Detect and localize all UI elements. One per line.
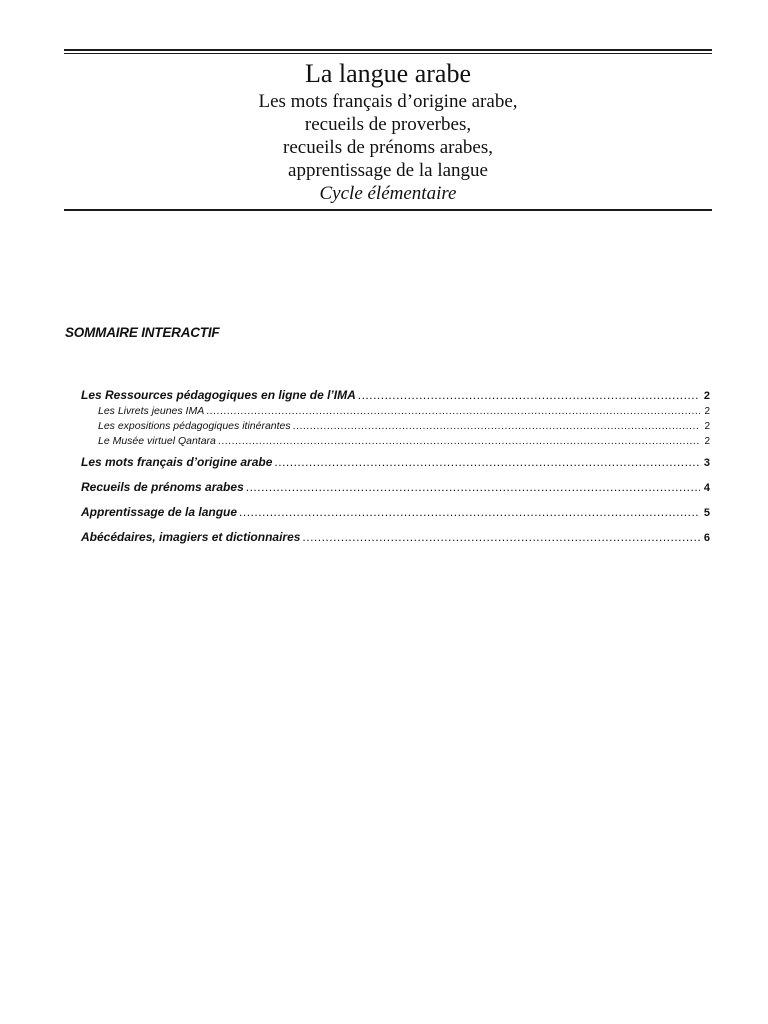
toc-page-number: 4	[703, 482, 710, 494]
titles	[64, 54, 712, 209]
toc-page-number: 2	[704, 421, 710, 432]
toc-entry-label: Les expositions pédagogiques itinérantes	[98, 420, 291, 432]
toc-entry-abecedaires[interactable]	[81, 529, 710, 546]
toc-entry-label: Les mots français d’origine arabe	[81, 455, 273, 469]
toc-page-number: 2	[703, 390, 710, 402]
subtitle-line: recueils de prénoms arabes,	[283, 137, 493, 158]
toc-leader-dots	[246, 479, 700, 495]
toc-leader-dots	[239, 504, 700, 520]
toc-entry-label: Apprentissage de la langue	[81, 505, 238, 519]
toc-entry-label: Les Livrets jeunes IMA	[98, 405, 205, 417]
toc-heading: SOMMAIRE INTERACTIF	[65, 325, 220, 340]
toc-entry-livrets-jeunes[interactable]	[81, 404, 710, 419]
toc-page-number: 2	[704, 436, 710, 447]
top-rule	[64, 49, 712, 51]
toc-entry-expositions[interactable]	[81, 419, 710, 434]
bottom-rule	[64, 209, 712, 211]
toc-leader-dots	[358, 387, 700, 403]
toc-entry-prenoms[interactable]	[81, 479, 710, 496]
toc-page-number: 5	[703, 507, 710, 519]
document-title: La langue arabe	[304, 59, 471, 88]
subtitle-line: Les mots français d’origine arabe,	[258, 91, 518, 112]
toc-leader-dots	[218, 434, 701, 448]
toc-entry-label: Recueils de prénoms arabes	[81, 480, 244, 494]
toc-entry-musee-qantara[interactable]	[81, 434, 710, 449]
toc-entry-label: Les Ressources pédagogiques en ligne de l’IMA	[81, 388, 356, 402]
toc-leader-dots	[206, 404, 700, 418]
toc-entry-mots-francais[interactable]	[81, 454, 710, 471]
toc-page-number: 2	[704, 406, 710, 417]
toc-entry-label: Abécédaires, imagiers et dictionnaires	[81, 530, 301, 544]
toc-entry-apprentissage[interactable]	[81, 504, 710, 521]
toc-page-number: 6	[703, 532, 710, 544]
title-block	[64, 49, 712, 211]
toc-entry-ressources-ima[interactable]	[81, 387, 710, 404]
subtitle-line: recueils de proverbes,	[304, 114, 472, 135]
toc-entry-label: Le Musée virtuel Qantara	[98, 435, 216, 447]
toc-leader-dots	[293, 419, 701, 433]
toc-leader-dots	[302, 529, 699, 545]
table-of-contents	[81, 387, 710, 546]
subtitle-line: apprentissage de la langue	[288, 160, 488, 181]
toc-leader-dots	[274, 454, 699, 470]
toc-page-number: 3	[703, 457, 710, 469]
cycle-subtitle: Cycle élémentaire	[319, 183, 457, 204]
